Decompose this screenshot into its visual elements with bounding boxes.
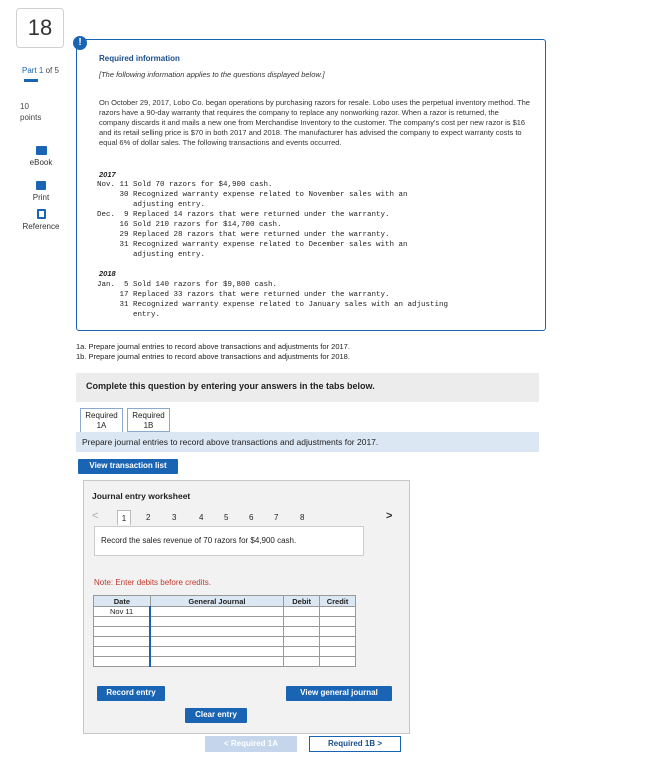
tab-prompt: Prepare journal entries to record above transactions and adjustments for 2017. (76, 432, 539, 452)
credit-cell[interactable] (320, 617, 356, 627)
prev-required-button[interactable] (205, 736, 297, 752)
table-row (94, 617, 356, 627)
pager-page-4[interactable]: 4 (199, 513, 204, 522)
credit-cell[interactable] (320, 657, 356, 667)
alert-icon: ! (73, 36, 87, 50)
debit-cell[interactable] (284, 657, 320, 667)
worksheet-title: Journal entry worksheet (92, 491, 191, 501)
col-date: Date (94, 596, 151, 607)
table-row (94, 657, 356, 667)
reference-button[interactable] (16, 209, 66, 231)
tab-1b-line1: Required (132, 411, 165, 420)
transactions-2017: Nov. 11 Sold 70 razors for $4,900 cash. 30 Recognized warranty expense related to November sales with an adjusting entry. Dec. 9 Replaced 14 razors that were returned under the warranty. 16 Sold 210 razors for $14,700 cash. 29 Replaced 28 razors that were returned under the warranty. 31 Recognized warranty expense related to December sales with an adjusting entry. (97, 181, 408, 259)
clear-entry-button[interactable]: Clear entry (185, 708, 247, 723)
col-credit: Credit (320, 596, 356, 607)
reference-icon (37, 209, 46, 219)
prev-label: Required 1A (230, 739, 279, 748)
part-of: of 5 (45, 66, 59, 75)
account-cell[interactable] (150, 637, 283, 647)
journal-grid (93, 595, 356, 667)
credit-cell[interactable] (320, 607, 356, 617)
pager-page-6[interactable]: 6 (249, 513, 254, 522)
reference-label: Reference (22, 222, 60, 231)
debit-cell[interactable] (284, 647, 320, 657)
next-arrow-icon: > (377, 739, 383, 748)
view-general-journal-button[interactable]: View general journal (286, 686, 392, 701)
tab-1a-line1: Required (85, 411, 118, 420)
instruction-1b: 1b. Prepare journal entries to record above transactions and adjustments for 2018. (76, 352, 350, 361)
book-icon (36, 146, 47, 155)
credit-cell[interactable] (320, 647, 356, 657)
year-2018-heading: 2018 (99, 269, 116, 278)
pager-next-icon[interactable]: > (386, 510, 393, 522)
debit-cell[interactable] (284, 617, 320, 627)
transactions-2018: Jan. 5 Sold 140 razors for $9,800 cash. 17 Replaced 33 razors that were returned under the warranty. 31 Recognized warranty expense related to January sales with an adjusting entry. (97, 281, 449, 319)
account-cell[interactable] (150, 617, 283, 627)
debit-cell[interactable] (284, 607, 320, 617)
account-cell[interactable] (150, 657, 283, 667)
tab-required-1a[interactable] (80, 408, 123, 432)
debit-cell[interactable] (284, 627, 320, 637)
print-button[interactable] (16, 181, 66, 202)
info-paragraph: On October 29, 2017, Lobo Co. began operations by purchasing razors for resale. Lobo uses the perpetual inventory method. The razors have a 90-day warranty that requires the company to replace any nonworking razor. When a razor is returned, the company discards it and mails a new one from Merchandise Inventory to the customer. The company's cost per new razor is $16 and its retail selling price is $70 in both 2017 and 2018. The manufacturer has advised the company to expect warranty costs to equal 6% of dollar sales. The following transactions and events occurred. (99, 98, 530, 147)
info-title: Required information (99, 54, 180, 63)
debit-cell[interactable] (284, 637, 320, 647)
points-text: points (20, 113, 42, 122)
date-cell[interactable]: Nov 11 (94, 607, 151, 617)
part-indicator (22, 66, 59, 75)
info-subtitle: [The following information applies to the questions displayed below.] (99, 70, 325, 79)
debit-credit-note: Note: Enter debits before credits. (94, 578, 211, 587)
pager-page-5[interactable]: 5 (224, 513, 229, 522)
table-row (94, 647, 356, 657)
next-required-button[interactable] (309, 736, 401, 752)
ebook-label: eBook (29, 158, 53, 167)
pager-page-1[interactable]: 1 (117, 510, 131, 525)
points-value: 10 (20, 102, 29, 111)
date-cell[interactable] (94, 637, 151, 647)
instruction-1a: 1a. Prepare journal entries to record above transactions and adjustments for 2017. (76, 342, 350, 351)
print-label: Print (32, 193, 50, 202)
tab-required-1b[interactable] (127, 408, 170, 432)
points-label (20, 101, 41, 123)
credit-cell[interactable] (320, 637, 356, 647)
part-progress-bar (24, 79, 38, 82)
account-cell[interactable] (150, 627, 283, 637)
date-cell[interactable] (94, 617, 151, 627)
credit-cell[interactable] (320, 627, 356, 637)
ebook-button[interactable] (16, 146, 66, 167)
entry-description: Record the sales revenue of 70 razors for $4,900 cash. (94, 526, 364, 556)
account-cell[interactable] (150, 607, 283, 617)
question-number: 18 (16, 8, 64, 48)
table-row (94, 607, 356, 617)
tab-1b-line2: 1B (143, 421, 154, 430)
part-prefix: Part (22, 66, 37, 75)
pager-page-3[interactable]: 3 (172, 513, 177, 522)
view-transaction-list-button[interactable]: View transaction list (78, 459, 178, 474)
next-label: Required 1B (327, 739, 376, 748)
date-cell[interactable] (94, 647, 151, 657)
part-current: 1 (38, 66, 44, 75)
pager-page-2[interactable]: 2 (146, 513, 151, 522)
col-general-journal: General Journal (150, 596, 283, 607)
pager-page-8[interactable]: 8 (300, 513, 305, 522)
col-debit: Debit (284, 596, 320, 607)
table-row (94, 637, 356, 647)
record-entry-button[interactable]: Record entry (97, 686, 165, 701)
date-cell[interactable] (94, 627, 151, 637)
required-information-box (76, 39, 546, 331)
journal-entry-worksheet (83, 480, 410, 734)
prev-arrow-icon: < (223, 739, 229, 748)
pager-page-7[interactable]: 7 (274, 513, 279, 522)
complete-question-bar: Complete this question by entering your answers in the tabs below. (76, 373, 539, 402)
date-cell[interactable] (94, 657, 151, 667)
account-cell[interactable] (150, 647, 283, 657)
tab-1a-line2: 1A (96, 421, 107, 430)
year-2017-heading: 2017 (99, 170, 116, 179)
worksheet-pager (84, 510, 411, 526)
table-row (94, 627, 356, 637)
printer-icon (36, 181, 46, 190)
pager-prev-icon[interactable]: < (92, 510, 99, 522)
